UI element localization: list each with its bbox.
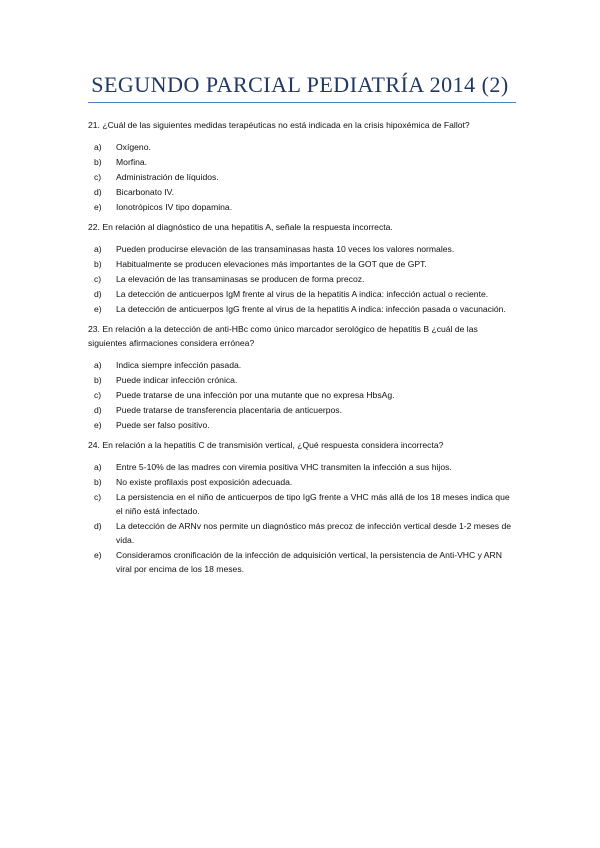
option-item xyxy=(94,460,516,474)
option-letter: d) xyxy=(94,405,102,415)
option-letter: c) xyxy=(94,492,102,502)
option-letter: b) xyxy=(94,259,102,269)
option-letter: b) xyxy=(94,375,102,385)
question-21 xyxy=(88,118,516,214)
option-item xyxy=(94,403,516,417)
option-item xyxy=(94,475,516,489)
question-text: 22. En relación al diagnóstico de una hepatitis A, señale la respuesta incorrecta. xyxy=(88,222,393,232)
option-letter: a) xyxy=(94,244,102,254)
question-23 xyxy=(88,322,516,432)
option-item xyxy=(94,242,516,256)
option-letter: e) xyxy=(94,202,102,212)
option-letter: a) xyxy=(94,360,102,370)
option-list xyxy=(88,242,516,316)
option-item xyxy=(94,548,516,576)
option-list xyxy=(88,140,516,214)
option-text: Bicarbonato IV. xyxy=(116,187,174,197)
option-item xyxy=(94,200,516,214)
question-24 xyxy=(88,438,516,576)
option-text: Ionotrópicos IV tipo dopamina. xyxy=(116,202,233,212)
option-text: La detección de ARNv nos permite un diagnóstico más precoz de infección vertical desde 1-2 meses de vida. xyxy=(116,521,512,545)
option-text: No existe profilaxis post exposición adecuada. xyxy=(116,477,293,487)
option-letter: b) xyxy=(94,477,102,487)
option-letter: e) xyxy=(94,550,102,560)
option-text: Oxígeno. xyxy=(116,142,151,152)
question-22 xyxy=(88,220,516,316)
option-list xyxy=(88,460,516,576)
option-letter: d) xyxy=(94,187,102,197)
option-item xyxy=(94,373,516,387)
option-item xyxy=(94,257,516,271)
option-text: Pueden producirse elevación de las transaminasas hasta 10 veces los valores normales. xyxy=(116,244,455,254)
option-item xyxy=(94,155,516,169)
option-letter: c) xyxy=(94,390,102,400)
option-item xyxy=(94,302,516,316)
question-text: 23. En relación a la detección de anti-HBc como único marcador serológico de hepatitis B ¿cuál de las siguientes afirmaciones considera errónea? xyxy=(88,324,478,348)
option-text: La detección de anticuerpos IgM frente al virus de la hepatitis A indica: infección actual o reciente. xyxy=(116,289,489,299)
option-text: Administración de líquidos. xyxy=(116,172,219,182)
option-text: La persistencia en el niño de anticuerpos de tipo IgG frente a VHC más allá de los 18 meses indica que el niño está infectado. xyxy=(116,492,510,516)
option-text: Morfina. xyxy=(116,157,148,167)
option-list xyxy=(88,358,516,432)
page-title: SEGUNDO PARCIAL PEDIATRÍA 2014 (2) xyxy=(91,72,509,97)
option-item xyxy=(94,388,516,402)
option-text: Puede indicar infección crónica. xyxy=(116,375,238,385)
option-item xyxy=(94,185,516,199)
option-item xyxy=(94,170,516,184)
option-text: Consideramos cronificación de la infección de adquisición vertical, la persistencia de Anti-VHC y ARN viral por encima de los 18 meses. xyxy=(116,550,502,574)
option-text: Puede tratarse de transferencia placentaria de anticuerpos. xyxy=(116,405,342,415)
option-text: Entre 5-10% de las madres con viremia positiva VHC transmiten la infección a sus hijos. xyxy=(116,462,452,472)
option-item xyxy=(94,287,516,301)
option-text: Puede ser falso positivo. xyxy=(116,420,210,430)
option-text: La elevación de las transaminasas se producen de forma precoz. xyxy=(116,274,365,284)
option-text: La detección de anticuerpos IgG frente al virus de la hepatitis A indica: infección pasada o vacunación. xyxy=(116,304,506,314)
option-letter: c) xyxy=(94,274,102,284)
option-letter: a) xyxy=(94,142,102,152)
question-text: 24. En relación a la hepatitis C de transmisión vertical, ¿Qué respuesta considera incorrecta? xyxy=(88,440,444,450)
option-letter: a) xyxy=(94,462,102,472)
question-text: 21. ¿Cuál de las siguientes medidas terapéuticas no está indicada en la crisis hipoxémica de Fallot? xyxy=(88,120,470,130)
option-letter: c) xyxy=(94,172,102,182)
option-text: Puede tratarse de una infección por una mutante que no expresa HbsAg. xyxy=(116,390,395,400)
option-text: Habitualmente se producen elevaciones más importantes de la GOT que de GPT. xyxy=(116,259,427,269)
option-item xyxy=(94,272,516,286)
option-item xyxy=(94,519,516,547)
option-letter: b) xyxy=(94,157,102,167)
option-item xyxy=(94,140,516,154)
option-item xyxy=(94,490,516,518)
exam-body xyxy=(88,118,516,582)
option-letter: e) xyxy=(94,304,102,314)
option-item xyxy=(94,358,516,372)
option-letter: d) xyxy=(94,289,102,299)
option-text: Indica siempre infección pasada. xyxy=(116,360,242,370)
option-letter: e) xyxy=(94,420,102,430)
option-item xyxy=(94,418,516,432)
option-letter: d) xyxy=(94,521,102,531)
title-underline xyxy=(88,102,516,103)
